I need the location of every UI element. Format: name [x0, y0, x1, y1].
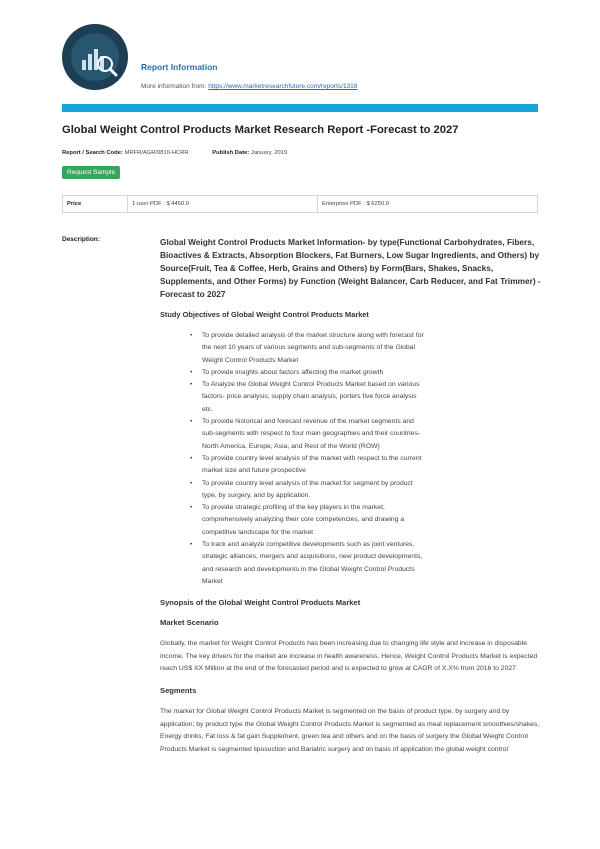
publish-date-label: Publish Date:: [212, 150, 250, 156]
price-table: [62, 195, 538, 213]
list-item: • To provide insights about factors affecting the market growth: [190, 367, 428, 379]
chart-magnifier-icon: [62, 24, 128, 90]
report-meta: [62, 150, 287, 156]
request-sample-button[interactable]: Request Sample: [62, 166, 120, 179]
enterprise-price[interactable]: Enterprise PDF : $ 6250.0: [317, 196, 537, 212]
segments-heading: Segments: [160, 686, 197, 696]
market-scenario-heading: Market Scenario: [160, 618, 219, 628]
price-label: Price: [67, 201, 82, 207]
synopsis-heading: Synopsis of the Global Weight Control Products Market: [160, 598, 361, 608]
list-item: • To Analyze the Global Weight Control Products Market based on various factors- price analysis, supply chain analysis, porters five force analysis etc.: [190, 379, 428, 416]
report-title: Global Weight Control Products Market Research Report -Forecast to 2027: [62, 124, 459, 136]
more-info-label: More information from:: [141, 83, 207, 90]
single-user-price[interactable]: 1-user PDF : $ 4450.0: [127, 196, 317, 212]
description-label: Description:: [62, 236, 100, 243]
list-item: • To provide country level analysis of the market with respect to the current market size and future prospective: [190, 453, 428, 478]
report-information-heading: Report Information: [141, 62, 218, 72]
more-information-line: [141, 83, 357, 90]
description-content: [160, 236, 544, 756]
publish-date-value: January, 2019: [250, 150, 288, 156]
list-item: • To provide detailed analysis of the market structure along with forecast for the next 10 years of various segments and sub-segments of the Global Weight Control Products Market: [190, 330, 428, 367]
header-divider-bar: [62, 104, 538, 112]
list-item: • To provide historical and forecast revenue of the market segments and sub-segments with respect to four main geographies and their countries- North America, Europe, Asia, and Rest of the World (ROW): [190, 416, 428, 453]
list-item: • To provide strategic profiling of the key players in the market, comprehensively analyzing their core competencies, and drawing a competitive landscape for the market: [190, 502, 428, 539]
market-scenario-text: Globally, the market for Weight Control Products has been increasing due to changing life style and increase in disposable income. The key drivers for the market are increase in health awareness. Hence, Weight Control Products Market is expected reach US$ XX Million at the end of the forecasted period and is expected to grow at CAGR of X.X% from 2016 to 2027.: [160, 640, 538, 673]
list-item: • To provide country level analysis of the market for segment by product type, by surgery, and by application.: [190, 478, 428, 503]
segments-text: The market for Global Weight Control Products Market is segmented on the basis of product type, by surgery and by application; by product type the Global Weight Control Products Market is segmented as meal replacement smoothies/shakes, Energy drinks, Fat loss & fat gain Supplement, green tea and others and on the basis of surgery the Global Weight Control Products Market is segmented liposuction and Bariatric surgery and on basis of application the global weight control: [160, 708, 540, 753]
study-objectives-heading: Study Objectives of Global Weight Control Products Market: [160, 310, 369, 319]
report-code-label: Report / Search Code:: [62, 150, 123, 156]
report-link[interactable]: https://www.marketresearchfuture.com/reports/1318: [208, 83, 358, 90]
description-headline: Global Weight Control Products Market Information- by type(Functional Carbohydrates, Fibers, Bioactives & Extracts, Absorption Blockers, Fat Burners, Low Sugar Ingredients, and Others) by Source(Fruit, Tea & Coffee, Herb, Grains and Others) by Form(Bars, Shakes, Snacks, Supplements, and Other Forms) by Function (Weight Balancer, Carb Reducer, and Fat Trimmer) - Forecast to 2027: [160, 237, 541, 299]
report-code-value: MRFR/AGR/0810-HCRR: [124, 150, 189, 156]
company-logo: [62, 24, 128, 90]
objectives-list: [190, 330, 428, 588]
list-item: • To track and analyze competitive developments such as joint ventures, strategic alliances, mergers and acquisitions, new product developments, and research and developments in the Global Weight Control Products Market: [190, 539, 428, 588]
